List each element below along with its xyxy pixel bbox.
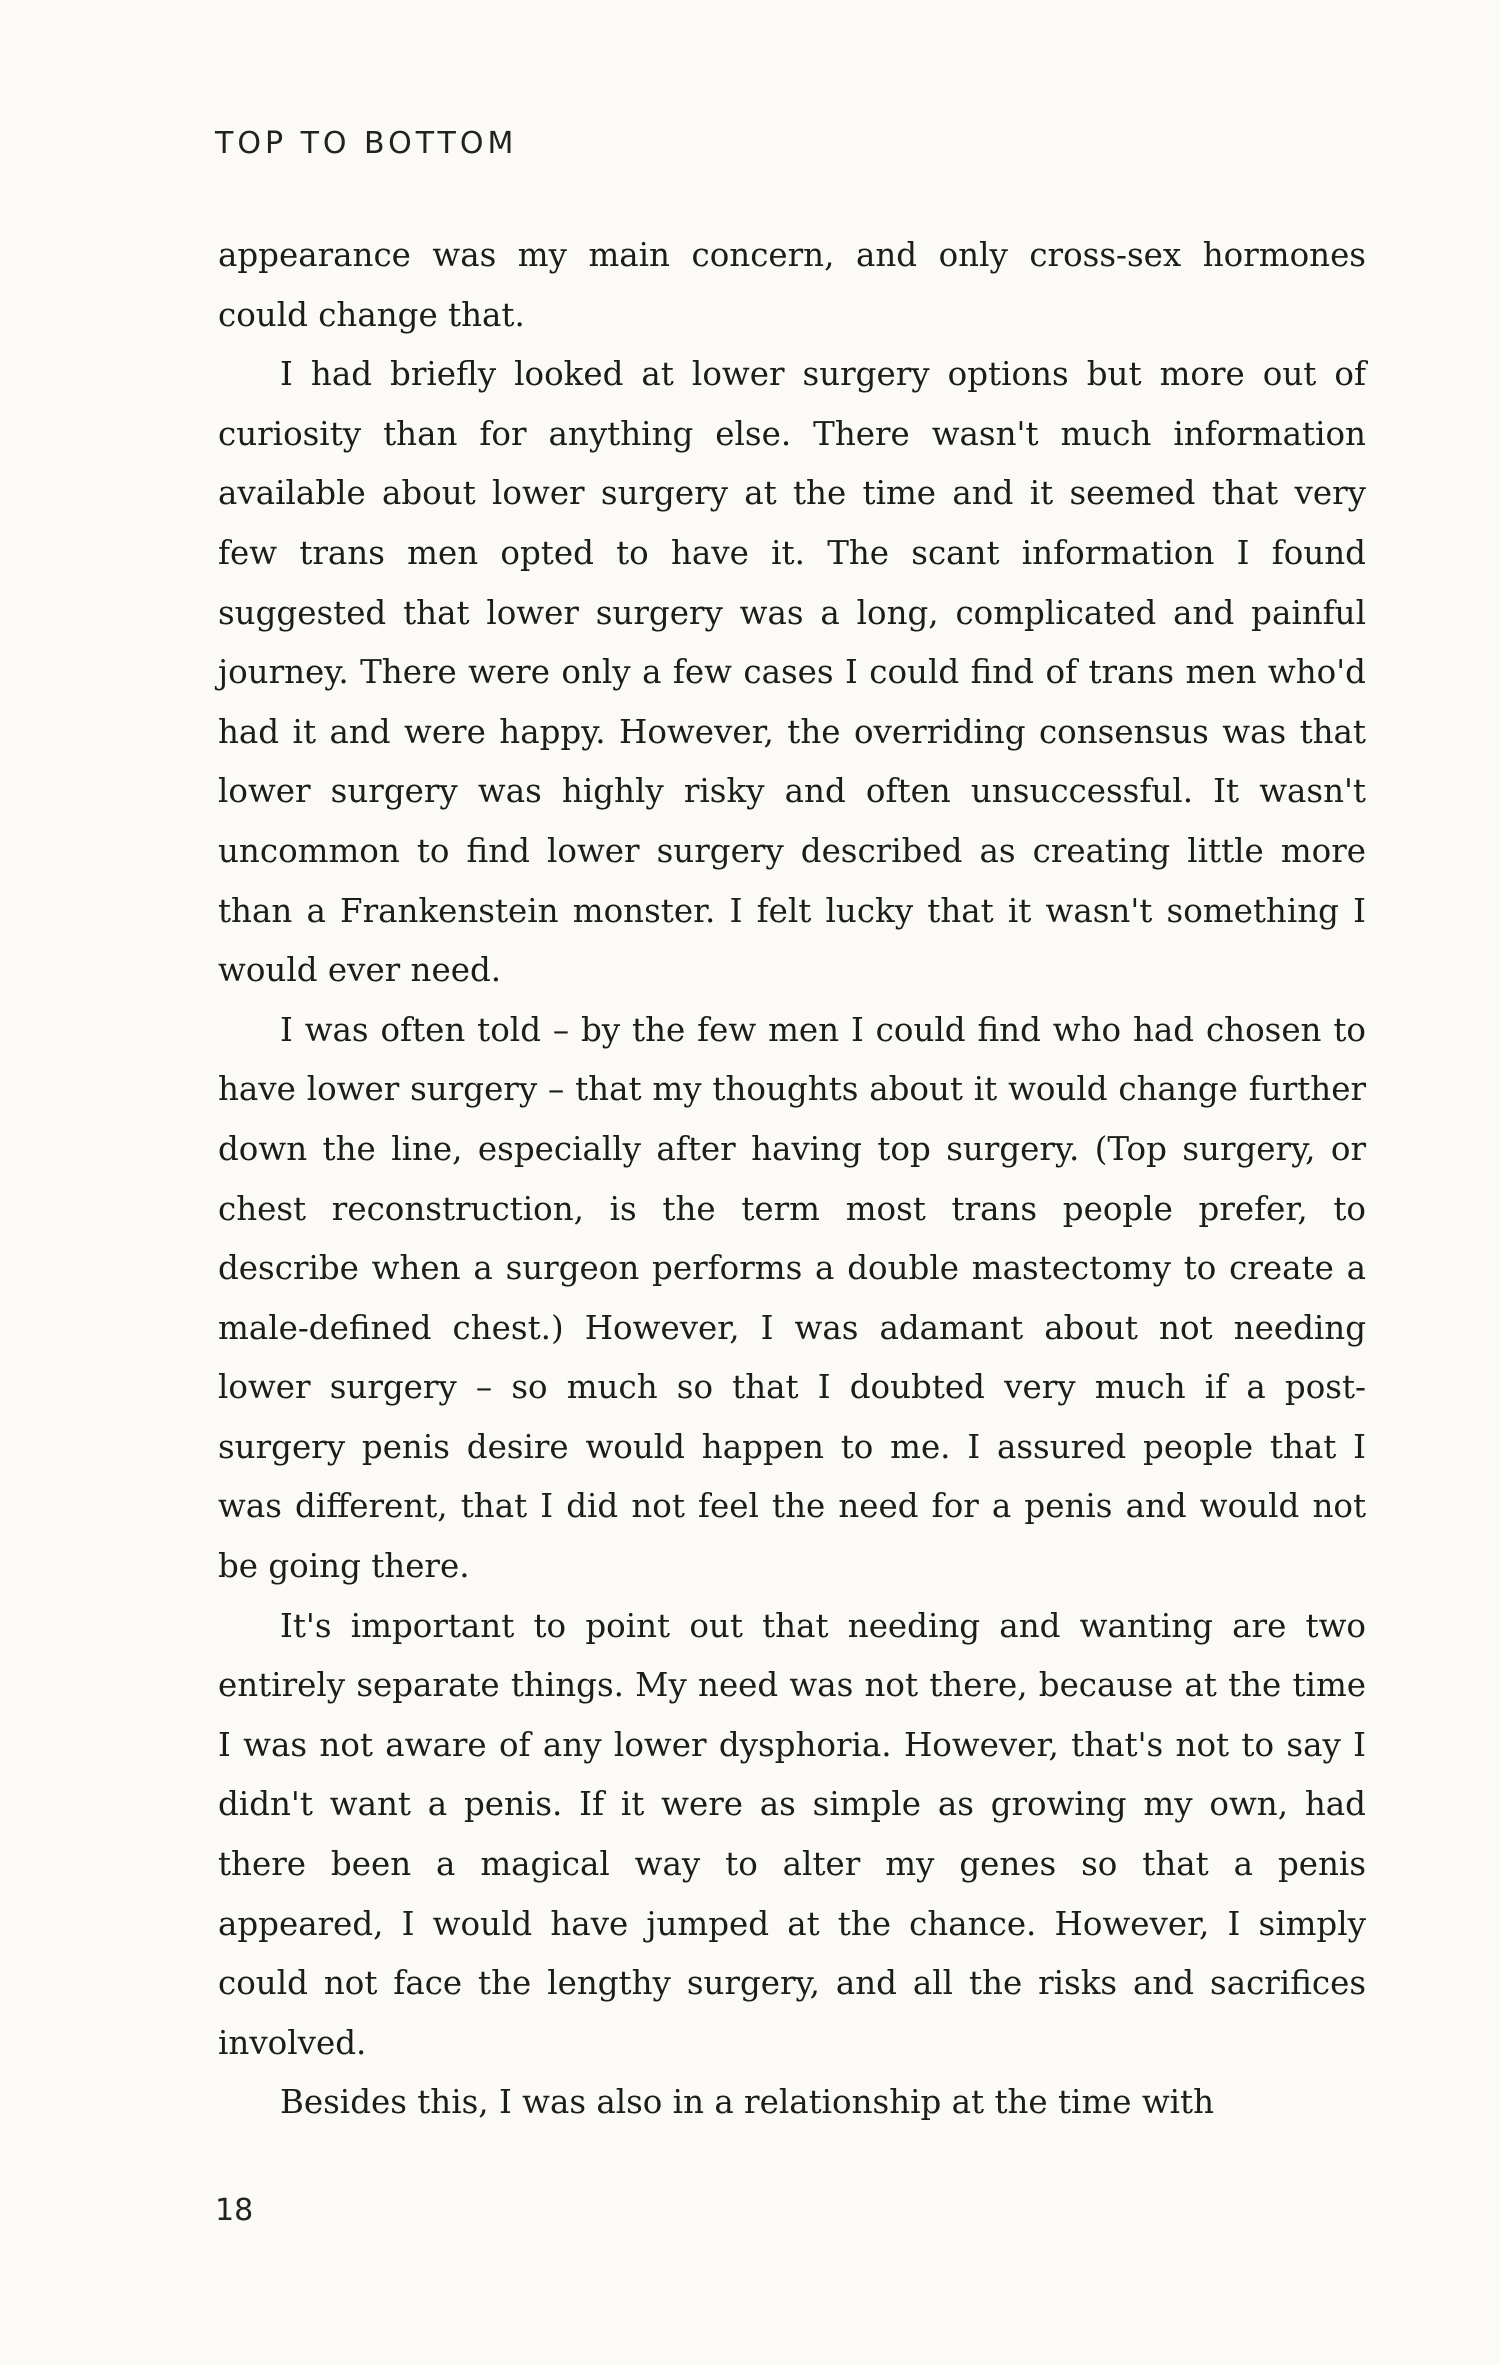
- paragraph: It's important to point out that needing and wanting are two entirely separate things. My need was not there, because at the time I was not aware of any lower dysphoria. However, that's not to say I didn't want a penis. If it were as simple as growing my own, had there been a magical way to alter my genes so that a penis appeared, I would have jumped at the chance. However, I simply could not face the lengthy surgery, and all the risks and sacrifices involved.: [218, 1606, 1366, 2062]
- running-head: TOP TO BOTTOM: [215, 126, 518, 161]
- paragraph: Besides this, I was also in a relationship at the time with: [280, 2083, 1215, 2122]
- paragraph: I had briefly looked at lower surgery options but more out of curiosity than for anything else. There wasn't much information available about lower surgery at the time and it seemed that very few trans men opted to have it. The scant information I found suggested that lower surgery was a long, complicated and painful journey. There were only a few cases I could find of trans men who'd had it and were happy. However, the overriding consensus was that lower surgery was highly risky and often unsuccessful. It wasn't uncommon to find lower surgery described as creating little more than a Frankenstein monster. I felt lucky that it wasn't something I would ever need.: [218, 355, 1366, 990]
- body-text: [218, 226, 1366, 2133]
- paragraph: I was often told – by the few men I could find who had chosen to have lower surgery – that my thoughts about it would change further down the line, especially after having top surgery. (Top surgery, or chest reconstruction, is the term most trans people prefer, to describe when a surgeon performs a double mastectomy to create a male-defined chest.) However, I was adamant about not needing lower surgery – so much so that I doubted very much if a post-surgery penis desire would happen to me. I assured people that I was different, that I did not feel the need for a penis and would not be going there.: [218, 1010, 1366, 1586]
- paragraph-continued: appearance was my main concern, and only cross-sex hormones could change that.: [218, 236, 1366, 334]
- page-number: 18: [215, 2193, 254, 2228]
